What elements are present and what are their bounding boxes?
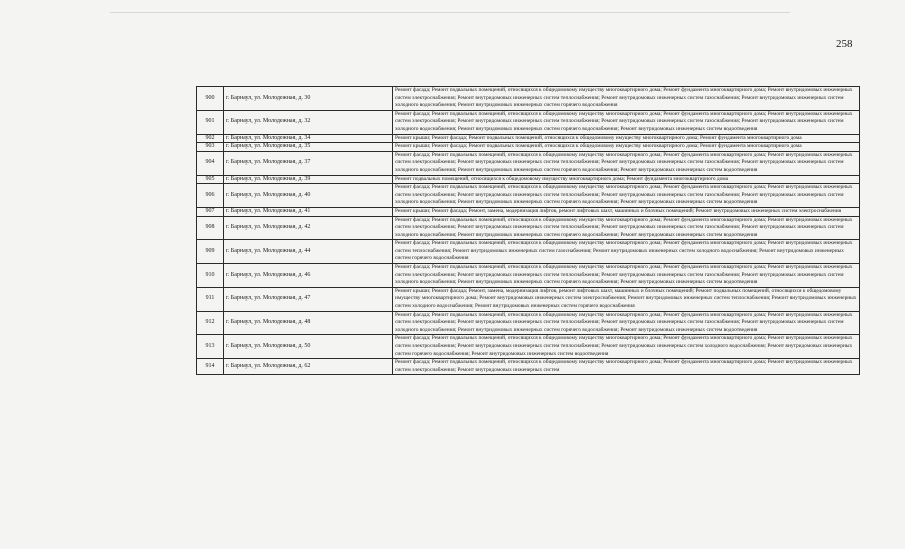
row-address: г. Барнаул, ул. Молодежная, д. 44 xyxy=(224,240,393,264)
table-row xyxy=(197,110,860,134)
row-number: 903 xyxy=(197,143,224,152)
row-number: 912 xyxy=(197,311,224,335)
table-body xyxy=(197,87,860,375)
row-address: г. Барнаул, ул. Молодежная, д. 39 xyxy=(224,175,393,184)
row-number: 909 xyxy=(197,240,224,264)
table-row xyxy=(197,134,860,143)
row-works: Ремонт крыши; Ремонт фасада; Ремонт подвальных помещений, относящихся к общедомовому имуществу многоквартирного дома; Ремонт фундамента многоквартирного дома xyxy=(393,143,860,152)
table-row xyxy=(197,335,860,359)
table-row xyxy=(197,143,860,152)
table-row xyxy=(197,207,860,216)
row-works: Ремонт фасада; Ремонт подвальных помещений, относящихся к общедомовому имуществу многоквартирного дома; Ремонт фундамента многоквартирного дома; Ремонт внутридомовых инженерных систем электроснабжения; Ремонт внутридомовых инженерных систем xyxy=(393,359,860,375)
scan-artifact-line xyxy=(110,12,790,13)
row-works: Ремонт фасада; Ремонт подвальных помещений, относящихся к общедомовому имуществу многоквартирного дома; Ремонт фундамента многоквартирного дома; Ремонт внутридомовых инженерных систем теплоснабжения; Ремонт внутридомовых инженерных систем газоснабжения; Ремонт внутридомовых инженерных систем холодного водоснабжения; Ремонт внутридомовых инженерных систем горячего водоснабжения xyxy=(393,240,860,264)
table-row xyxy=(197,240,860,264)
row-works: Ремонт фасада; Ремонт подвальных помещений, относящихся к общедомовому имуществу многоквартирного дома; Ремонт фундамента многоквартирного дома; Ремонт внутридомовых инженерных систем электроснабжения; Ремонт внутридомовых инженерных систем теплоснабжения; Ремонт внутридомовых инженерных систем газоснабжения; Ремонт внутридомовых инженерных систем холодного водоснабжения; Ремонт внутридомовых инженерных систем горячего водоснабжения; Ремонт внутридомовых инженерных систем водоотведения xyxy=(393,216,860,240)
row-address: г. Барнаул, ул. Молодежная, д. 42 xyxy=(224,216,393,240)
table-row xyxy=(197,151,860,175)
row-address: г. Барнаул, ул. Молодежная, д. 32 xyxy=(224,110,393,134)
row-address: г. Барнаул, ул. Молодежная, д. 50 xyxy=(224,335,393,359)
table-row xyxy=(197,264,860,288)
row-number: 913 xyxy=(197,335,224,359)
row-address: г. Барнаул, ул. Молодежная, д. 48 xyxy=(224,311,393,335)
row-address: г. Барнаул, ул. Молодежная, д. 62 xyxy=(224,359,393,375)
repair-table xyxy=(196,86,860,375)
table-row xyxy=(197,175,860,184)
row-works: Ремонт фасада; Ремонт подвальных помещений, относящихся к общедомовому имуществу многоквартирного дома; Ремонт фундамента многоквартирного дома; Ремонт внутридомовых инженерных систем электроснабжения; Ремонт внутридомовых инженерных систем теплоснабжения; Ремонт внутридомовых инженерных систем холодного водоснабжения; Ремонт внутридомовых инженерных систем горячего водоснабжения; Ремонт внутридомовых инженерных систем водоотведения xyxy=(393,335,860,359)
row-number: 902 xyxy=(197,134,224,143)
row-address: г. Барнаул, ул. Молодежная, д. 47 xyxy=(224,287,393,311)
row-address: г. Барнаул, ул. Молодежная, д. 46 xyxy=(224,264,393,288)
row-address: г. Барнаул, ул. Молодежная, д. 34 xyxy=(224,134,393,143)
row-address: г. Барнаул, ул. Молодежная, д. 37 xyxy=(224,151,393,175)
row-number: 914 xyxy=(197,359,224,375)
row-number: 907 xyxy=(197,207,224,216)
row-works: Ремонт фасада; Ремонт подвальных помещений, относящихся к общедомовому имуществу многоквартирного дома; Ремонт фундамента многоквартирного дома; Ремонт внутридомовых инженерных систем электроснабжения; Ремонт внутридомовых инженерных систем теплоснабжения; Ремонт внутридомовых инженерных систем газоснабжения; Ремонт внутридомовых инженерных систем холодного водоснабжения; Ремонт внутридомовых инженерных систем горячего водоснабжения; Ремонт внутридомовых инженерных систем водоотведения xyxy=(393,264,860,288)
table-row xyxy=(197,287,860,311)
page-number: 258 xyxy=(836,38,853,50)
row-number: 904 xyxy=(197,151,224,175)
row-works: Ремонт крыши; Ремонт фасада; Ремонт, замена, модернизация лифтов, ремонт лифтовых шахт, машинных и блочных помещений; Ремонт внутридомовых инженерных систем электроснабжения xyxy=(393,207,860,216)
row-address: г. Барнаул, ул. Молодежная, д. 35 xyxy=(224,143,393,152)
row-address: г. Барнаул, ул. Молодежная, д. 30 xyxy=(224,87,393,111)
table-row xyxy=(197,184,860,208)
row-number: 901 xyxy=(197,110,224,134)
row-number: 905 xyxy=(197,175,224,184)
table-row xyxy=(197,359,860,375)
table-row xyxy=(197,216,860,240)
row-works: Ремонт фасада; Ремонт подвальных помещений, относящихся к общедомовому имуществу многоквартирного дома; Ремонт фундамента многоквартирного дома; Ремонт внутридомовых инженерных систем электроснабжения; Ремонт внутридомовых инженерных систем теплоснабжения; Ремонт внутридомовых инженерных систем газоснабжения; Ремонт внутридомовых инженерных систем холодного водоснабжения; Ремонт внутридомовых инженерных систем горячего водоснабжения; Ремонт внутридомовых инженерных систем водоотведения xyxy=(393,110,860,134)
row-works: Ремонт крыши; Ремонт фасада; Ремонт подвальных помещений, относящихся к общедомовому имуществу многоквартирного дома; Ремонт фундамента многоквартирного дома xyxy=(393,134,860,143)
row-works: Ремонт фасада; Ремонт подвальных помещений, относящихся к общедомовому имуществу многоквартирного дома; Ремонт фундамента многоквартирного дома; Ремонт внутридомовых инженерных систем электроснабжения; Ремонт внутридомовых инженерных систем теплоснабжения; Ремонт внутридомовых инженерных систем газоснабжения; Ремонт внутридомовых инженерных систем холодного водоснабжения; Ремонт внутридомовых инженерных систем горячего водоснабжения xyxy=(393,87,860,111)
row-works: Ремонт крыши; Ремонт фасада; Ремонт, замена, модернизация лифтов, ремонт лифтовых шахт, машинных и блочных помещений; Ремонт подвальных помещений, относящихся к общедомовому имуществу многоквартирного дома; Ремонт внутридомовых инженерных систем электроснабжения; Ремонт внутридомовых инженерных систем теплоснабжения; Ремонт внутридомовых инженерных систем холодного водоснабжения; Ремонт внутридомовых инженерных систем горячего водоснабжения xyxy=(393,287,860,311)
row-number: 900 xyxy=(197,87,224,111)
row-address: г. Барнаул, ул. Молодежная, д. 41 xyxy=(224,207,393,216)
table-row xyxy=(197,87,860,111)
row-address: г. Барнаул, ул. Молодежная, д. 40 xyxy=(224,184,393,208)
row-number: 908 xyxy=(197,216,224,240)
row-number: 911 xyxy=(197,287,224,311)
table-row xyxy=(197,311,860,335)
row-works: Ремонт фасада; Ремонт подвальных помещений, относящихся к общедомовому имуществу многоквартирного дома; Ремонт фундамента многоквартирного дома; Ремонт внутридомовых инженерных систем электроснабжения; Ремонт внутридомовых инженерных систем теплоснабжения; Ремонт внутридомовых инженерных систем газоснабжения; Ремонт внутридомовых инженерных систем холодного водоснабжения; Ремонт внутридомовых инженерных систем горячего водоснабжения; Ремонт внутридомовых инженерных систем водоотведения xyxy=(393,184,860,208)
row-works: Ремонт подвальных помещений, относящихся к общедомовому имуществу многоквартирного дома; Ремонт фундамента многоквартирного дома xyxy=(393,175,860,184)
row-number: 906 xyxy=(197,184,224,208)
row-works: Ремонт фасада; Ремонт подвальных помещений, относящихся к общедомовому имуществу многоквартирного дома; Ремонт фундамента многоквартирного дома; Ремонт внутридомовых инженерных систем электроснабжения; Ремонт внутридомовых инженерных систем теплоснабжения; Ремонт внутридомовых инженерных систем газоснабжения; Ремонт внутридомовых инженерных систем холодного водоснабжения; Ремонт внутридомовых инженерных систем горячего водоснабжения; Ремонт внутридомовых инженерных систем водоотведения xyxy=(393,311,860,335)
row-number: 910 xyxy=(197,264,224,288)
row-works: Ремонт фасада; Ремонт подвальных помещений, относящихся к общедомовому имуществу многоквартирного дома; Ремонт фундамента многоквартирного дома; Ремонт внутридомовых инженерных систем электроснабжения; Ремонт внутридомовых инженерных систем теплоснабжения; Ремонт внутридомовых инженерных систем газоснабжения; Ремонт внутридомовых инженерных систем холодного водоснабжения; Ремонт внутридомовых инженерных систем горячего водоснабжения; Ремонт внутридомовых инженерных систем водоотведения xyxy=(393,151,860,175)
